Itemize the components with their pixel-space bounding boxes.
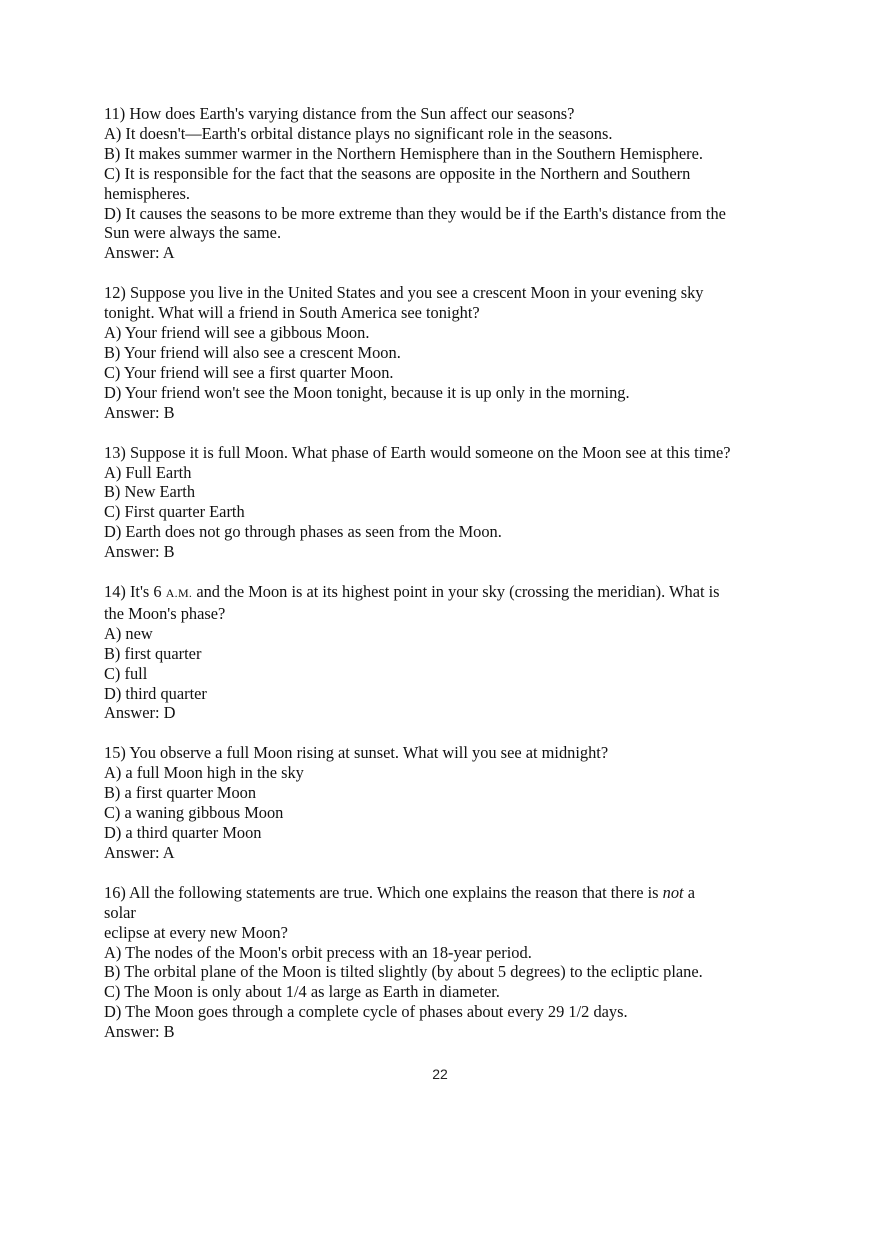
answer-option: C) It is responsible for the fact that the seasons are opposite in the Northern and Southern [104, 163, 691, 183]
answer-option-continued: Sun were always the same. [104, 223, 282, 243]
question-stem: 11) How does Earth's varying distance from the Sun affect our seasons? [104, 104, 575, 123]
stem-text: 14) It's 6 [104, 582, 166, 602]
answer-option: B) first quarter [104, 643, 202, 663]
answer-key: Answer: D [104, 703, 176, 723]
answer-key: Answer: B [104, 542, 175, 562]
emphasis-text: not [662, 882, 684, 902]
answer-option: D) Your friend won't see the Moon tonight, because it is up only in the morning. [104, 382, 630, 402]
question-16 [104, 883, 784, 1042]
answer-option: D) Earth does not go through phases as seen from the Moon. [104, 522, 502, 542]
page-number: 22 [432, 1066, 448, 1082]
question-14 [104, 582, 784, 723]
answer-option: C) First quarter Earth [104, 502, 245, 522]
stem-text: 16) All the following statements are true. Which one explains the reason that there is [104, 882, 663, 902]
answer-option-continued: hemispheres. [104, 183, 191, 203]
answer-option: C) Your friend will see a first quarter Moon. [104, 362, 394, 382]
answer-option: D) third quarter [104, 683, 207, 703]
question-stem: 13) Suppose it is full Moon. What phase of Earth would someone on the Moon see at this time? [104, 442, 731, 462]
question-stem: 12) Suppose you live in the United States and you see a crescent Moon in your evening sky [104, 283, 704, 303]
answer-option: D) It causes the seasons to be more extreme than they would be if the Earth's distance from the [104, 203, 726, 223]
answer-option: D) a third quarter Moon [104, 823, 262, 842]
answer-option: C) The Moon is only about 1/4 as large as Earth in diameter. [104, 982, 500, 1002]
question-15 [104, 743, 784, 862]
answer-option: A) Your friend will see a gibbous Moon. [104, 323, 370, 343]
answer-option: A) a full Moon high in the sky [104, 763, 304, 783]
question-stem-continued: solar [104, 902, 136, 922]
question-stem-continued: the Moon's phase? [104, 603, 226, 623]
answer-key: Answer: A [104, 842, 175, 862]
answer-option: B) It makes summer warmer in the Northern Hemisphere than in the Southern Hemisphere. [104, 143, 704, 163]
answer-key: Answer: A [104, 243, 175, 263]
answer-option: A) It doesn't—Earth's orbital distance plays no significant role in the seasons. [104, 123, 613, 143]
answer-option: B) The orbital plane of the Moon is tilted slightly (by about 5 degrees) to the ecliptic plane. [104, 962, 703, 982]
answer-option: C) a waning gibbous Moon [104, 803, 284, 823]
answer-option: D) The Moon goes through a complete cycle of phases about every 29 1/2 days. [104, 1002, 628, 1022]
stem-text: a [683, 882, 695, 902]
question-13 [104, 443, 784, 562]
answer-option: B) a first quarter Moon [104, 783, 257, 803]
answer-option: C) full [104, 663, 148, 683]
answer-key: Answer: B [104, 402, 175, 422]
question-stem-continued: eclipse at every new Moon? [104, 922, 288, 942]
answer-option: B) Your friend will also see a crescent Moon. [104, 342, 401, 362]
answer-option: A) Full Earth [104, 462, 192, 482]
question-stem: 15) You observe a full Moon rising at sunset. What will you see at midnight? [104, 743, 609, 763]
answer-key: Answer: B [104, 1022, 175, 1042]
stem-text: and the Moon is at its highest point in your sky (crossing the meridian). What is [192, 582, 720, 602]
answer-option: A) The nodes of the Moon's orbit precess with an 18-year period. [104, 942, 532, 962]
question-stem-continued: tonight. What will a friend in South America see tonight? [104, 303, 480, 323]
answer-option: A) new [104, 623, 153, 643]
answer-option: B) New Earth [104, 482, 196, 502]
document-page [104, 104, 784, 1062]
time-of-day: A.M. [165, 586, 193, 601]
question-11 [104, 104, 784, 263]
question-stem [104, 883, 784, 903]
question-12 [104, 283, 784, 422]
question-stem [104, 582, 784, 604]
